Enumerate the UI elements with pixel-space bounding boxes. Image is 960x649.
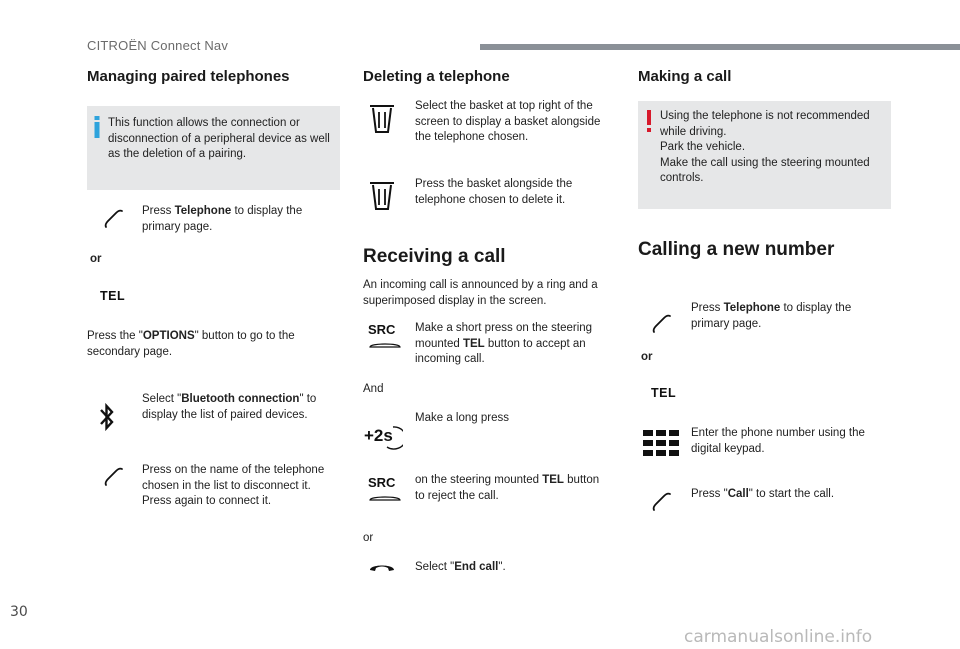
press-telephone-text: Press Telephone to display the primary page. <box>142 205 303 233</box>
handset-icon <box>103 208 125 230</box>
info-note-text: This function allows the connection or disconnection of a peripheral device as well as the deletion of a pairing. <box>108 117 330 160</box>
src-label-2: SRC <box>368 475 396 490</box>
section-title-new-number: Calling a new number <box>638 239 835 260</box>
page-number: 30 <box>10 604 28 620</box>
or-label-3: or <box>641 351 653 363</box>
document-header-title: CITROËN Connect Nav <box>87 38 229 53</box>
info-note-box <box>87 106 340 190</box>
long-press-text: Make a long press <box>415 412 509 424</box>
bluetooth-connection-text: Select "Bluetooth connection" to display the list of paired devices. <box>142 393 317 421</box>
src-bar-2 <box>368 494 402 503</box>
warning-note-text: Using the telephone is not recommended while driving. Park the vehicle. Make the call using the steering mounted controls. <box>660 110 870 184</box>
section-title-managing: Managing paired telephones <box>87 68 290 85</box>
hang-up-icon <box>369 561 395 573</box>
watermark: carmanualsonline.info <box>684 627 873 647</box>
start-call-text: Press "Call" to start the call. <box>691 488 835 500</box>
delete-step1-text: Select the basket at top right of the screen to display a basket alongside the telephone chosen. <box>415 100 601 143</box>
short-press-text: Make a short press on the steering mounted TEL button to accept an incoming call. <box>415 322 593 365</box>
and-label: And <box>363 383 384 395</box>
section-title-making: Making a call <box>638 68 732 85</box>
warning-icon <box>646 110 652 132</box>
bluetooth-icon <box>100 402 114 432</box>
end-call-text: Select "End call". <box>415 561 506 573</box>
tel-button-icon: TEL <box>100 289 126 303</box>
header-rule <box>480 44 960 50</box>
src-button-icon <box>368 322 402 355</box>
basket-icon-2 <box>369 181 395 211</box>
src-button-icon-2 <box>368 475 402 508</box>
tel-button-icon-2: TEL <box>651 386 677 400</box>
press-telephone-text-2: Press Telephone to display the primary page. <box>691 302 852 330</box>
or-label: or <box>90 253 102 265</box>
src-bar <box>368 341 402 350</box>
src-label: SRC <box>368 322 396 337</box>
warning-note-box <box>638 101 891 209</box>
section-title-receiving: Receiving a call <box>363 246 506 267</box>
receiving-intro-text: An incoming call is announced by a ring and a superimposed display in the screen. <box>363 279 598 307</box>
handset-icon-2 <box>103 466 125 488</box>
plus-2s-label: +2s <box>364 426 393 445</box>
or-label-2: or <box>363 532 374 544</box>
delete-step2-text: Press the basket alongside the telephone chosen to delete it. <box>415 178 573 206</box>
info-icon <box>94 116 100 138</box>
section-title-deleting: Deleting a telephone <box>363 68 510 85</box>
keypad-icon <box>643 430 679 456</box>
options-text: Press the "OPTIONS" button to go to the secondary page. <box>87 330 295 358</box>
basket-icon <box>369 104 395 134</box>
plus-2s-icon <box>363 424 403 450</box>
handset-icon-4 <box>651 491 673 513</box>
disconnect-text: Press on the name of the telephone chosen in the list to disconnect it. Press again to connect it. <box>142 464 325 507</box>
reject-text: on the steering mounted TEL button to reject the call. <box>415 474 600 502</box>
handset-icon-3 <box>651 313 673 335</box>
keypad-text: Enter the phone number using the digital keypad. <box>691 427 865 455</box>
